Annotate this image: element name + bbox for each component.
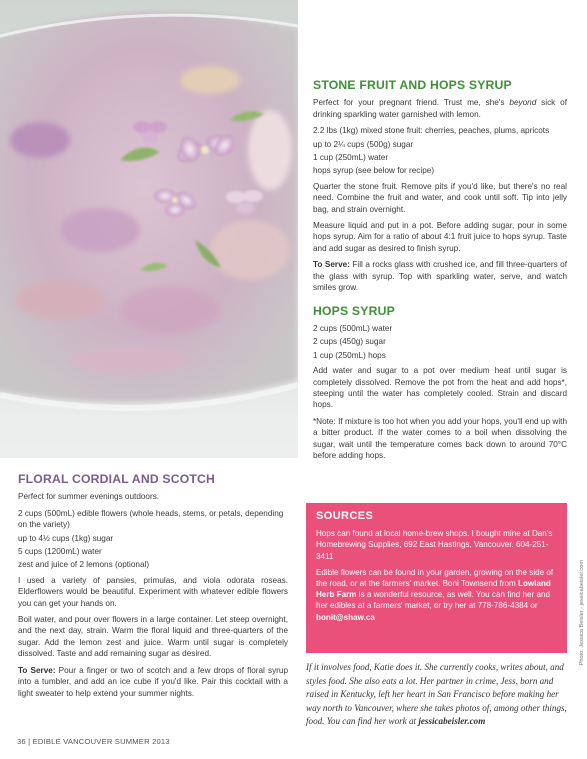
hops-ingredients — [313, 323, 567, 361]
stone-fruit-title: STONE FRUIT AND HOPS SYRUP — [313, 78, 512, 92]
hops-syrup-title: HOPS SYRUP — [313, 303, 395, 318]
page-footer: 36 | EDIBLE VANCOUVER SUMMER 2013 — [17, 737, 170, 746]
ingredient: 2 cups (450g) sugar — [313, 337, 386, 347]
floral-cordial-title: FLORAL CORDIAL AND SCOTCH — [18, 472, 216, 486]
ingredient: zest and juice of 2 lemons (optional) — [18, 560, 150, 570]
stone-fruit-step: Measure liquid and put in a pot. Before adding sugar, pour in some hops syrup. Aim for a ratio of about 4:1 fruit juice to hops syrup. Taste and add sugar as desired to finish syrup. — [313, 221, 567, 253]
author-bio: If it involves food, Katie does it. She currently cooks, writes about, and styles food. She also eats a lot. Her partner in crime, Jess, born and raised in Kentucky, left her heart in San Francisco before making her way north to Vancouver, where she takes photos of, among other things, food. You can find her work at jessicabeisler.com — [306, 662, 567, 727]
ingredient: 2 cups (500mL) edible flowers (whole heads, stems, or petals, depending on the variety) — [18, 508, 284, 530]
stone-fruit-ingredients — [313, 125, 567, 177]
floral-step: I used a variety of pansies, primulas, and viola odorata roseas. Elderflowers would be beautiful. Experiment with whatever edible flowers you can get your hands on. — [18, 575, 288, 608]
photo-credit: Photo: Jessica Beisler - jessicabeisler.com — [579, 560, 585, 666]
stone-fruit-step: Quarter the stone fruit. Remove pits if you'd like, but there's no real need. Combine the fruit and water, and cook until soft. Tip into jelly bag, and strain overnight. — [313, 181, 567, 214]
ingredient: 5 cups (1200mL) water — [18, 547, 102, 557]
hops-note: *Note: If mixture is too hot when you add your hops, you'll end up with a bitter product. If the water comes to a boil when dissolving the sugar, wait until the temperature comes back down to around 70°C before adding hops. — [313, 416, 567, 460]
website-link[interactable]: jessicabeisler.com — [418, 716, 486, 727]
floral-serve: To Serve: Pour a finger or two of scotch and a few drops of floral syrup into a tumbler, and add an ice cube if you'd like. Pair this cocktail with a light sweater to help extend your summer nights. — [18, 665, 289, 698]
floral-intro: Perfect for summer evenings outdoors. — [18, 492, 160, 502]
floral-step: Boil water, and pour over flowers in a large container. Let steep overnight, and the next day, strain. Warm the floral liquid and three-quarters of the sugar. Add the lemon zest and juice. Warm until sugar is completely dissolved. Taste and add remaining sugar as desired. — [18, 615, 288, 659]
ingredient: 2 cups (500mL) water — [313, 323, 393, 333]
ingredient: 1 cup (250mL) water — [313, 153, 389, 163]
farm-name: Lowland Herb Farm — [316, 579, 551, 600]
ingredient: 2.2 lbs (1kg) mixed stone fruit: cherries, peaches, plums, apricots — [313, 126, 550, 136]
ingredient: hops syrup (see below for recipe) — [313, 166, 435, 176]
sources-title: SOURCES — [316, 510, 374, 522]
cocktail-photo — [0, 0, 298, 458]
sources-box — [306, 503, 567, 653]
email-link[interactable]: bonit@shaw.ca — [316, 612, 375, 622]
sources-flowers: Edible flowers can be found in your garden, growing on the side of the road, or at the farmers' market. Boni Townsend from Lowland Herb Farm is a wonderful resource, as well. You can find her and her edibles at a farmers' market, or try her at 778-786-4384 or bonit@shaw.ca — [316, 567, 554, 622]
sources-hops: Hops can found at local home-brew shops. I bought mine at Dan's Homebrewing Supplies, 692 East Hastings, Vancouver. 604-251-3411 — [316, 529, 553, 561]
stone-fruit-serve: To Serve: Fill a rocks glass with crushed ice, and fill three-quarters of the glass with syrup. Top with sparkling water, serve, and watch smiles grow. — [313, 260, 567, 293]
right-column — [313, 80, 567, 466]
floral-ingredients — [18, 508, 288, 571]
ingredient: up to 2¼ cups (500g) sugar — [313, 139, 414, 149]
ingredient: 1 cup (250mL) hops — [313, 350, 386, 360]
left-column — [18, 474, 288, 704]
ingredient: up to 4½ cups (1kg) sugar — [18, 533, 114, 543]
hops-step: Add water and sugar to a pot over medium heat until sugar is completely dissolved. Remove the pot from the heat and add hops*, steeping until the water has completely cooled. Strain and discard hops. — [313, 366, 567, 410]
stone-fruit-intro: Perfect for your pregnant friend. Trust me, she's beyond sick of drinking sparkling water garnished with lemon. — [313, 98, 567, 119]
